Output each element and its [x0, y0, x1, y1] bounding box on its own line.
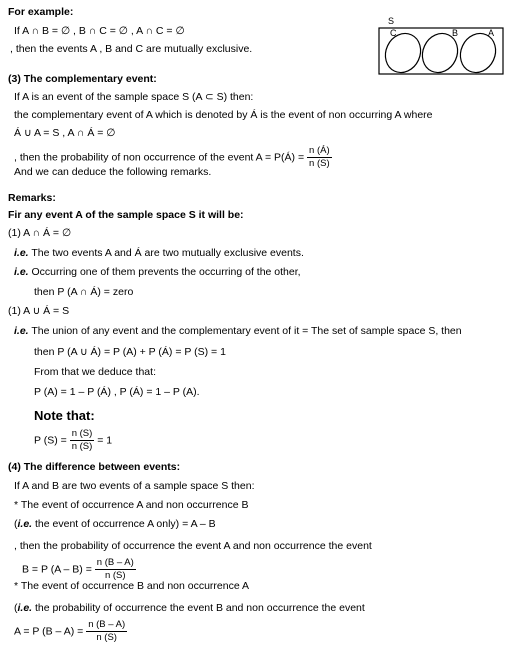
complementary-line-1: If A is an event of the sample space S (A ⊂ S) then:	[14, 91, 254, 103]
remark-2-deduce: P (A) = 1 – P (Á) , P (Á) = 1 – P (A).	[34, 386, 200, 398]
remark-2-ie	[14, 325, 462, 338]
remarks-subheading: Fir any event A of the sample space S it will be:	[8, 209, 244, 221]
complementary-line-3: Á ∪ A = S , A ∩ Á = ∅	[14, 127, 116, 139]
remark-2-ie-text: The union of any event and the complementary event of it = The set of sample space S, then	[28, 325, 462, 337]
remark-2: (1) A ∪ Á = S	[8, 305, 70, 317]
remark-1-ie-2-text: Occurring one of them prevents the occurring of the other,	[28, 266, 301, 278]
difference-line-4: , then the probability of occurrence the event A and non occurrence the event	[14, 540, 372, 552]
fraction-denominator: n (S)	[309, 158, 330, 169]
fraction-numerator: n (B – A)	[96, 557, 134, 568]
difference-line-1: If A and B are two events of a sample space S then:	[14, 480, 255, 492]
open-paren: (	[14, 602, 18, 614]
remark-1-ie-1-text: The two events A and Á are two mutually exclusive events.	[28, 247, 304, 259]
example-heading: For example:	[8, 6, 74, 18]
remarks-heading: Remarks:	[8, 192, 56, 204]
remark-1-ie-1	[14, 247, 304, 260]
difference-line-5	[22, 558, 136, 581]
remark-1-then: then P (A ∩ Á) = zero	[34, 286, 134, 298]
difference-line-2: * The event of occurrence A and non occurrence B	[14, 499, 249, 511]
difference-fraction-2	[86, 620, 127, 643]
fraction-numerator: n (Á)	[309, 145, 330, 156]
complementary-formula-text: , then the probability of non occurrence of the event A = P(Á) =	[14, 151, 305, 164]
difference-fraction-1	[95, 558, 136, 581]
example-line-1: If A ∩ B = ∅ , B ∩ C = ∅ , A ∩ C = ∅	[14, 25, 185, 37]
difference-formula-1-lhs: B = P (A – B) =	[22, 563, 92, 576]
ie-label: i.e.	[14, 266, 29, 278]
venn-label-s: S	[388, 16, 395, 26]
venn-diagram	[378, 16, 504, 76]
venn-set-c	[379, 28, 427, 76]
complementary-line-5: And we can deduce the following remarks.	[14, 166, 212, 178]
venn-set-a	[454, 28, 502, 76]
venn-label-c: C	[390, 28, 397, 38]
difference-line-6: * The event of occurrence B and non occurrence A	[14, 580, 250, 592]
example-line-2: , then the events A , B and C are mutually exclusive.	[10, 43, 253, 55]
note-rhs: = 1	[97, 434, 113, 447]
fraction-denominator: n (S)	[104, 570, 126, 581]
difference-formula-2-lhs: A = P (B – A) =	[14, 625, 84, 638]
difference-line-3-text: the event of occurrence A only) = A – B	[32, 518, 216, 530]
fraction-denominator: n (S)	[96, 632, 117, 643]
complementary-line-2: the complementary event of A which is denoted by Á is the event of non occurring A where	[14, 109, 433, 121]
difference-line-7-text: the probability of occurrence the event B and non occurrence the event	[32, 602, 365, 614]
complementary-heading: (3) The complementary event:	[8, 73, 157, 85]
complementary-fraction	[307, 146, 332, 169]
note-formula	[34, 429, 112, 452]
ie-label: i.e.	[14, 247, 29, 259]
venn-label-b: B	[452, 28, 459, 38]
fraction-numerator: n (S)	[71, 428, 93, 439]
ie-label: i.e.	[17, 602, 33, 614]
difference-line-7	[14, 602, 365, 615]
difference-line-8	[14, 620, 127, 643]
ie-label: i.e.	[17, 518, 33, 530]
note-fraction	[70, 429, 95, 452]
open-paren: (	[14, 518, 18, 530]
venn-label-a: A	[488, 28, 495, 38]
remark-2-from: From that we deduce that:	[34, 366, 156, 378]
ie-label: i.e.	[14, 325, 29, 337]
remark-1-ie-2	[14, 266, 301, 279]
difference-line-3	[14, 518, 216, 531]
note-heading: Note that:	[34, 408, 95, 423]
fraction-numerator: n (B – A)	[88, 619, 126, 630]
remark-2-then: then P (A ∪ Á) = P (A) + P (Á) = P (S) = 1	[34, 346, 226, 358]
fraction-denominator: n (S)	[71, 441, 93, 452]
note-lhs: P (S) =	[34, 434, 67, 447]
difference-heading: (4) The difference between events:	[8, 461, 181, 473]
remark-1: (1) A ∩ Á = ∅	[8, 227, 72, 239]
